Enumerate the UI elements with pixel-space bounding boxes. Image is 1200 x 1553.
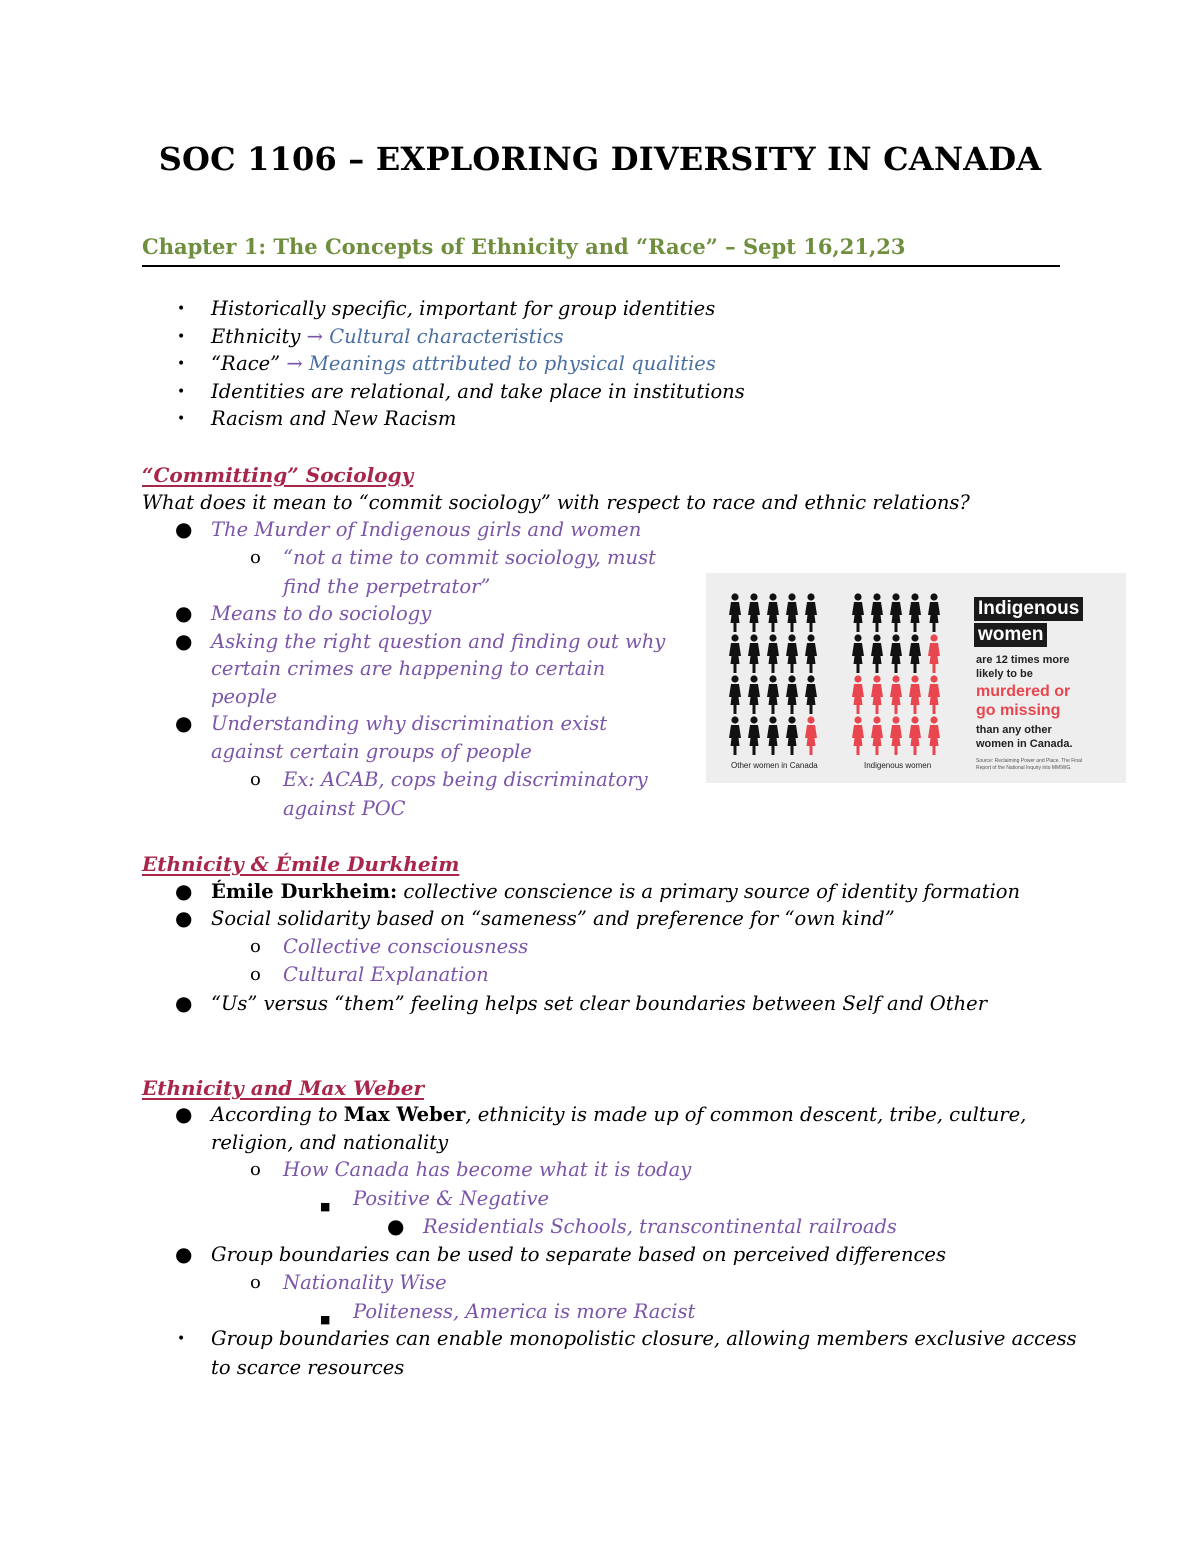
bullet-dot-icon: •: [177, 1331, 186, 1347]
woman-figure-icon: [747, 675, 761, 715]
bullet-dot-icon: ●: [387, 1214, 405, 1238]
woman-figure-icon: [851, 593, 865, 633]
section-heading-weber: Ethnicity and Max Weber: [142, 1076, 424, 1100]
woman-figure-icon-red: [851, 675, 865, 715]
woman-figure-icon: [785, 716, 799, 756]
list-item-continuation: find the perpetrator”: [283, 575, 491, 598]
list-item: ■ Positive & Negative: [353, 1185, 549, 1213]
bullet-dot-icon: •: [177, 384, 186, 400]
list-item-continuation: certain crimes are happening to certain: [211, 657, 606, 680]
list-item: o Collective consciousness: [283, 933, 528, 961]
woman-figure-icon: [766, 593, 780, 633]
woman-figure-icon: [870, 634, 884, 674]
woman-figure-icon-red: [889, 716, 903, 756]
list-item: • “Race” → Meanings attributed to physical qualities: [211, 350, 716, 378]
woman-figure-icon: [728, 675, 742, 715]
woman-figure-icon: [870, 593, 884, 633]
woman-figure-icon: [766, 675, 780, 715]
woman-figure-icon-red: [889, 675, 903, 715]
woman-figure-icon-red: [927, 634, 941, 674]
bullet-dot-icon: •: [177, 411, 186, 427]
woman-figure-icon-red: [927, 716, 941, 756]
document-title: SOC 1106 – EXPLORING DIVERSITY IN CANADA: [158, 140, 1042, 178]
list-item: ● The Murder of Indigenous girls and women: [175, 517, 642, 541]
woman-figure-icon: [804, 593, 818, 633]
list-item: • Group boundaries can enable monopolistic closure, allowing members exclusive access: [211, 1325, 1077, 1353]
infographic-text-4: women in Canada.: [976, 738, 1073, 750]
mmiwg-infographic: [706, 573, 1126, 783]
list-item: • Racism and New Racism: [211, 405, 456, 433]
square-bullet-icon: ■: [320, 1313, 331, 1326]
circle-bullet-icon: o: [250, 547, 261, 568]
infographic-text-2: likely to be: [976, 668, 1033, 680]
woman-figure-icon-red: [927, 675, 941, 715]
list-item: ● Asking the right question and finding out why: [175, 629, 666, 653]
section-heading-durkheim: Ethnicity & Émile Durkheim: [142, 852, 460, 876]
bullet-dot-icon: ●: [175, 991, 193, 1015]
bullet-dot-icon: ●: [175, 1242, 193, 1266]
list-item: ● “Us” versus “them” feeling helps set clear boundaries between Self and Other: [175, 991, 988, 1015]
infographic-headline-2: women: [974, 623, 1047, 647]
square-bullet-icon: ■: [320, 1200, 331, 1213]
list-item-continuation: against POC: [283, 797, 406, 820]
bullet-dot-icon: ●: [175, 1102, 193, 1126]
circle-bullet-icon: o: [250, 1272, 261, 1293]
bullet-dot-icon: •: [177, 356, 186, 372]
list-item: ● Émile Durkheim: collective conscience is a primary source of identity formation: [175, 879, 1021, 903]
infographic-emphasis-2: go missing: [976, 702, 1061, 719]
infographic-headline-1: Indigenous: [974, 597, 1083, 621]
circle-bullet-icon: o: [250, 964, 261, 985]
woman-figure-icon: [728, 634, 742, 674]
infographic-text-3: than any other: [976, 724, 1052, 736]
list-item: ● Social solidarity based on “sameness” and preference for “own kind”: [175, 906, 895, 930]
list-item: • Historically specific, important for group identities: [211, 295, 715, 323]
bullet-dot-icon: •: [177, 301, 186, 317]
woman-figure-icon: [785, 593, 799, 633]
woman-figure-icon-red: [804, 716, 818, 756]
woman-figure-icon: [851, 634, 865, 674]
woman-figure-icon: [804, 634, 818, 674]
list-item: o How Canada has become what it is today: [283, 1156, 691, 1184]
bullet-dot-icon: ●: [175, 906, 193, 930]
woman-figure-icon-red: [908, 675, 922, 715]
bullet-dot-icon: ●: [175, 629, 193, 653]
list-item: ● Means to do sociology: [175, 601, 432, 625]
woman-figure-icon: [804, 675, 818, 715]
list-item-continuation: to scarce resources: [211, 1356, 405, 1379]
list-item: ● Group boundaries can be used to separate based on perceived differences: [175, 1242, 946, 1266]
list-item: • Ethnicity → Cultural characteristics: [211, 323, 564, 351]
list-item-continuation: religion, and nationality: [211, 1131, 449, 1154]
arrow-icon: →: [306, 325, 323, 348]
woman-figure-icon: [889, 634, 903, 674]
list-item-continuation: against certain groups of people: [211, 740, 532, 763]
woman-figure-icon: [785, 634, 799, 674]
arrow-icon: →: [286, 352, 303, 375]
circle-bullet-icon: o: [250, 936, 261, 957]
list-item: o Nationality Wise: [283, 1269, 447, 1297]
circle-bullet-icon: o: [250, 1159, 261, 1180]
infographic-label-left: Other women in Canada: [731, 761, 818, 770]
bullet-dot-icon: ●: [175, 879, 193, 903]
woman-figure-icon: [728, 593, 742, 633]
woman-figure-icon-red: [870, 675, 884, 715]
woman-figure-icon: [908, 593, 922, 633]
circle-bullet-icon: o: [250, 769, 261, 790]
bullet-dot-icon: ●: [175, 711, 193, 735]
bullet-dot-icon: ●: [175, 601, 193, 625]
list-item-continuation: people: [211, 685, 278, 708]
list-item: o “not a time to commit sociology, must: [283, 544, 656, 572]
infographic-text-1: are 12 times more: [976, 654, 1070, 666]
chapter-heading: Chapter 1: The Concepts of Ethnicity and “Race” – Sept 16,21,23: [142, 234, 1060, 267]
woman-figure-icon: [747, 716, 761, 756]
bullet-dot-icon: ●: [175, 517, 193, 541]
woman-figure-icon: [766, 634, 780, 674]
section-question: What does it mean to “commit sociology” with respect to race and ethnic relations?: [142, 491, 970, 514]
infographic-source-1: Source: Reclaiming Power and Place. The Final: [976, 758, 1083, 764]
list-item: • Identities are relational, and take place in institutions: [211, 378, 745, 406]
infographic-emphasis-1: murdered or: [976, 683, 1071, 700]
list-item: ■ Politeness, America is more Racist: [353, 1298, 695, 1326]
woman-figure-icon: [747, 634, 761, 674]
woman-figure-icon-red: [908, 716, 922, 756]
woman-figure-icon: [728, 716, 742, 756]
list-item: o Cultural Explanation: [283, 961, 489, 989]
woman-figure-icon-red: [870, 716, 884, 756]
woman-figure-icon: [889, 593, 903, 633]
infographic-label-right: Indigenous women: [864, 761, 932, 770]
infographic-source-2: Report of the National Inquiry into MMIWG.: [976, 765, 1072, 771]
woman-figure-icon: [927, 593, 941, 633]
woman-figure-icon: [747, 593, 761, 633]
woman-figure-icon: [785, 675, 799, 715]
list-item: o Ex: ACAB, cops being discriminatory: [283, 766, 648, 794]
woman-figure-icon-red: [851, 716, 865, 756]
woman-figure-icon: [908, 634, 922, 674]
list-item: ● Understanding why discrimination exist: [175, 711, 608, 735]
woman-figure-icon: [766, 716, 780, 756]
section-heading-committing: “Committing” Sociology: [142, 463, 414, 487]
list-item: ● According to Max Weber, ethnicity is made up of common descent, tribe, culture,: [175, 1102, 1027, 1126]
list-item: ● Residentials Schools, transcontinental railroads: [387, 1214, 897, 1238]
bullet-dot-icon: •: [177, 329, 186, 345]
